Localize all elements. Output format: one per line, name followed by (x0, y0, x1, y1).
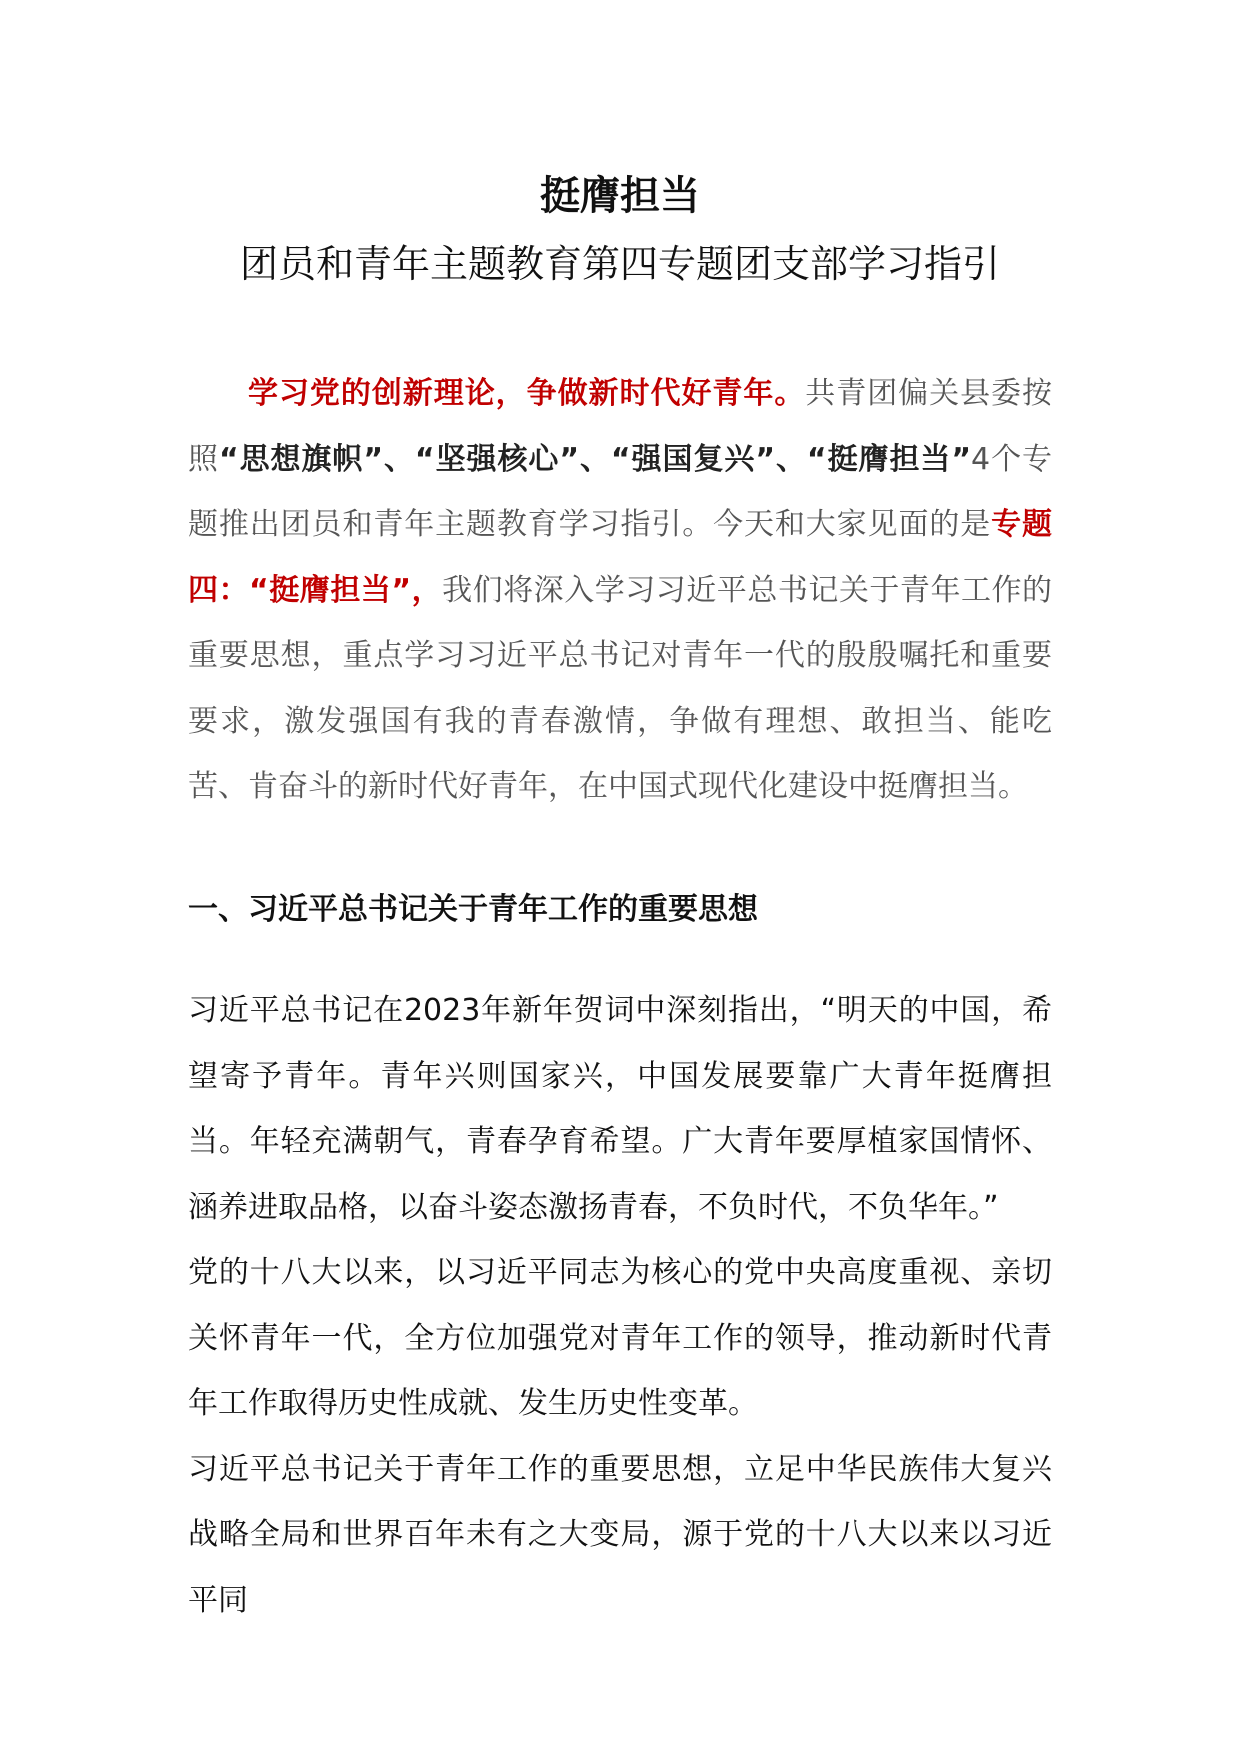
intro-text-1: 共青团偏关县委按照 (188, 376, 1053, 477)
body-paragraph: 党的十八大以来，以习近平同志为核心的党中央高度重视、亲切关怀青年一代，全方位加强党对青年工作的领导，推动新时代青年工作取得历史性成就、发生历史性变革。 (188, 1255, 1052, 1421)
body-paragraph: 习近平总书记关于青年工作的重要思想，立足中华民族伟大复兴战略全局和世界百年未有之大变局，源于党的十八大以来以习近平同 (188, 1451, 1052, 1618)
document-subtitle: 团员和青年主题教育第四专题团支部学习指引 (239, 242, 1000, 286)
section-1-body (188, 978, 1052, 1633)
body-paragraph: 习近平总书记在2023年新年贺词中深刻指出，“明天的中国，希望寄予青年。青年兴则国家兴，中国发展要靠广大青年挺膺担当。年轻充满朝气，青春孕育希望。广大青年要厚植家国情怀、涵养进取品格，以奋斗姿态激扬青春，不负时代，不负华年。” (188, 993, 1052, 1225)
intro-text-2: 4个专题推出团员和青年主题教育学习指引。今天和大家见面的是 (188, 441, 1053, 542)
document-title: 挺膺担当 (540, 173, 700, 219)
intro-text-3: 我们将深入学习习近平总书记关于青年工作的重要思想，重点学习习近平总书记对青年一代的殷殷嘱托和重要要求，激发强国有我的青春激情，争做有理想、敢担当、能吃苦、肯奋斗的新时代好青年，在中国式现代化建设中挺膺担当。 (188, 572, 1053, 804)
section-heading-1: 一、习近平总书记关于青年工作的重要思想 (188, 892, 758, 927)
intro-paragraph (188, 361, 1052, 820)
intro-topic-four-highlight: 专题四：“挺膺担当”， (188, 507, 1053, 608)
intro-lead-highlight: 学习党的创新理论，争做新时代好青年。 (248, 376, 806, 411)
intro-topic-list: “思想旗帜”、“坚强核心”、“强国复兴”、“挺膺担当” (218, 441, 972, 477)
